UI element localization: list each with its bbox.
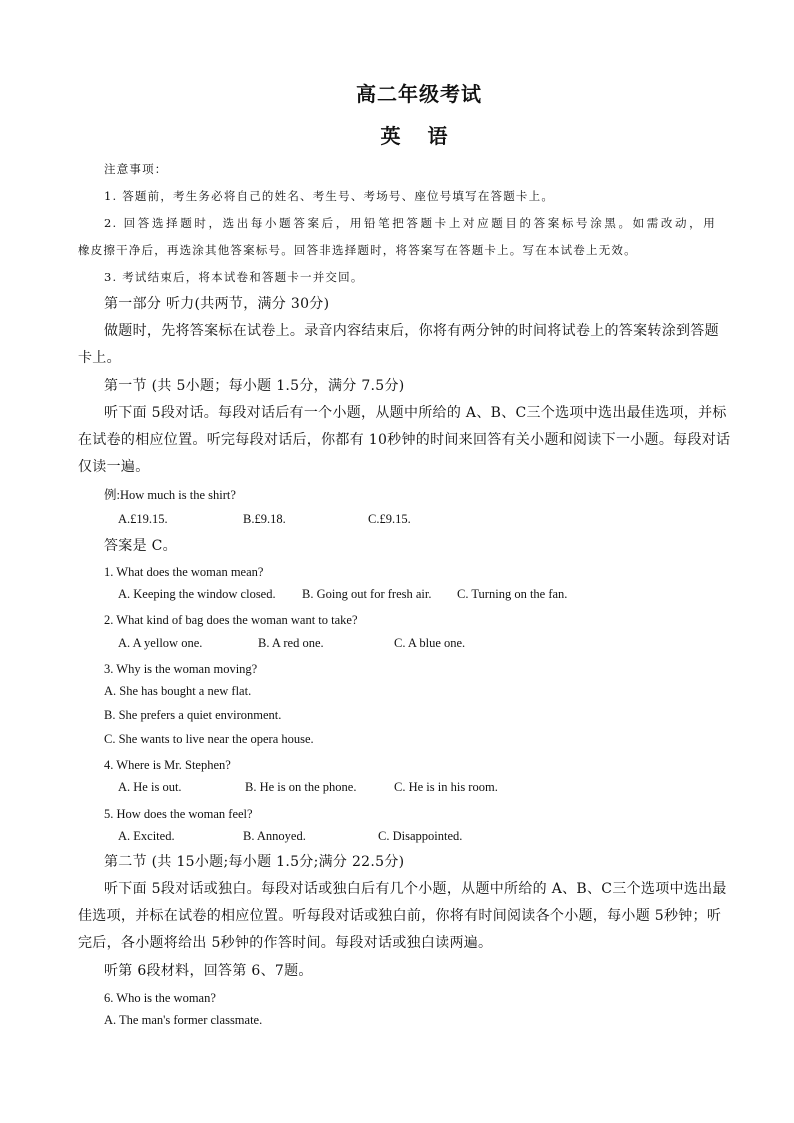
section1-intro-line-3: 仅读一遍。 <box>78 459 150 475</box>
exam-title: 高二年级考试 <box>356 82 482 106</box>
section2-intro-line-2: 佳选项，并标在试卷的相应位置。听每段对话或独白前，你将有时间阅读各个小题，每小题 5秒钟；听 <box>78 908 722 924</box>
q6-option-a: A. The man's former classmate. <box>104 1013 263 1027</box>
question-3: 3. Why is the woman moving? <box>104 662 258 676</box>
q1-option-c: C. Turning on the fan. <box>457 587 568 601</box>
question-2: 2. What kind of bag does the woman want to take? <box>104 613 358 627</box>
notice-item-2-line-2: 橡皮擦干净后，再选涂其他答案标号。回答非选择题时，将答案写在答题卡上。写在本试卷上无效。 <box>78 243 637 257</box>
question-1: 1. What does the woman mean? <box>104 565 264 579</box>
notices-heading: 注意事项： <box>104 162 168 176</box>
notice-item-1: 1. 答题前，考生务必将自己的姓名、考生号、考场号、座位号填写在答题卡上。 <box>104 189 555 203</box>
q3-option-a: A. She has bought a new flat. <box>104 684 252 698</box>
section2-heading: 第二节 (共 15小题;每小题 1.5分;满分 22.5分) <box>104 854 405 870</box>
notice-item-2-line-1: 2. 回答选择题时，选出每小题答案后，用铅笔把答题卡上对应题目的答案标号涂黑。如需改动，用 <box>104 216 716 230</box>
example-option-a: A.£19.15. <box>118 512 168 526</box>
example-option-b: B.£9.18. <box>243 512 286 526</box>
section2-intro-line-3: 完后，各小题将给出 5秒钟的作答时间。每段对话或独白读两遍。 <box>78 935 493 951</box>
subject-title: 英 语 <box>380 124 458 148</box>
q4-option-b: B. He is on the phone. <box>245 780 357 794</box>
part1-heading: 第一部分 听力(共两节，满分 30分) <box>104 296 330 312</box>
material-6-heading: 听第 6段材料，回答第 6、7题。 <box>104 963 313 979</box>
q2-option-b: B. A red one. <box>258 636 324 650</box>
q3-option-c: C. She wants to live near the opera house. <box>104 732 314 746</box>
notice-item-3: 3. 考试结束后，将本试卷和答题卡一并交回。 <box>104 270 364 284</box>
q4-option-a: A. He is out. <box>118 780 182 794</box>
section1-intro-line-2: 在试卷的相应位置。听完每段对话后，你都有 10秒钟的时间来回答有关小题和阅读下一小题。每段对话 <box>78 432 731 448</box>
q2-option-a: A. A yellow one. <box>118 636 203 650</box>
example-question: 例:How much is the shirt? <box>104 488 236 502</box>
q4-option-c: C. He is in his room. <box>394 780 498 794</box>
q5-option-a: A. Excited. <box>118 829 175 843</box>
section1-intro-line-1: 听下面 5段对话。每段对话后有一个小题，从题中所给的 A、B、C三个选项中选出最佳选项，并标 <box>104 405 727 421</box>
q3-option-b: B. She prefers a quiet environment. <box>104 708 282 722</box>
part1-intro-line-1: 做题时，先将答案标在试卷上。录音内容结束后，你将有两分钟的时间将试卷上的答案转涂到答题 <box>104 323 719 339</box>
q1-option-a: A. Keeping the window closed. <box>118 587 276 601</box>
section1-heading: 第一节 (共 5小题；每小题 1.5分，满分 7.5分) <box>104 378 405 394</box>
q5-option-b: B. Annoyed. <box>243 829 306 843</box>
q2-option-c: C. A blue one. <box>394 636 466 650</box>
question-6: 6. Who is the woman? <box>104 991 216 1005</box>
part1-intro-line-2: 卡上。 <box>78 350 121 366</box>
example-option-c: C.£9.15. <box>368 512 411 526</box>
q5-option-c: C. Disappointed. <box>378 829 463 843</box>
section2-intro-line-1: 听下面 5段对话或独白。每段对话或独白后有几个小题，从题中所给的 A、B、C三个选项中选出最 <box>104 881 727 897</box>
q1-option-b: B. Going out for fresh air. <box>302 587 432 601</box>
example-answer: 答案是 C。 <box>104 538 177 554</box>
question-5: 5. How does the woman feel? <box>104 807 253 821</box>
question-4: 4. Where is Mr. Stephen? <box>104 758 231 772</box>
